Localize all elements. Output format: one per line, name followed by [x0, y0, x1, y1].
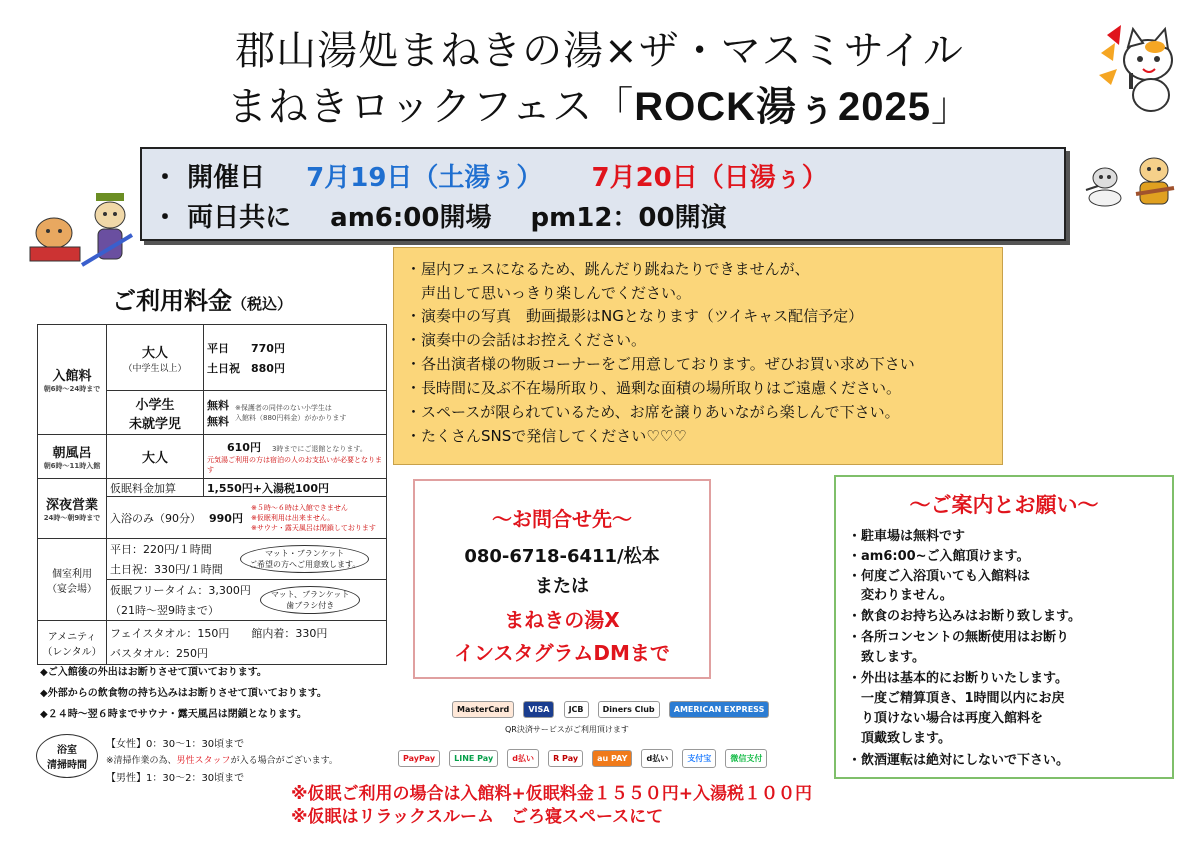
guide-item: ・駐車場は無料です — [848, 529, 966, 544]
cleaning-note-post: が入る場合がございます。 — [230, 756, 338, 766]
morning-adult: 大人 — [107, 435, 204, 479]
bubble1a: マット・ブランケット — [265, 549, 345, 558]
festival-notes-box — [393, 247, 1003, 465]
bath-only-label: 入浴のみ（90分） — [110, 511, 201, 525]
note-line: ・たくさんSNSで発信してください♡♡♡ — [406, 427, 687, 445]
private-room-detail — [107, 539, 387, 621]
cleaning-male: 【男性】1：30〜2：30頃まで — [106, 773, 245, 784]
cleaning-female: 【女性】0：30〜1：30頃まで — [106, 739, 245, 750]
time-row — [152, 197, 727, 234]
visa-logo: VISA — [523, 701, 554, 718]
private-label2: （宴会場） — [47, 583, 97, 595]
rpay-logo: R Pay — [548, 750, 583, 767]
fee-table — [37, 324, 387, 665]
guide-item: ・外出は基本的にお断りいたします。 — [848, 671, 1068, 686]
bullet: ・ — [152, 203, 179, 233]
morning-price-cell — [204, 435, 387, 479]
morning-cell — [38, 435, 107, 479]
bath-towel: バスタオル：250円 — [110, 646, 208, 660]
bubble2a: マット、ブランケット — [271, 590, 350, 599]
start-time: pm12：00開演 — [530, 203, 727, 233]
amenity-cell — [38, 621, 107, 665]
diners-logo: Diners Club — [598, 701, 660, 718]
morning-label: 朝風呂 — [52, 446, 92, 461]
guide-item: ・飲酒運転は絶対にしないで下さい。 — [848, 753, 1070, 768]
entry-adult-cell — [107, 325, 204, 391]
entry-child-cell — [107, 391, 204, 435]
rule-line: ◆ご入館後の外出はお断りさせて頂いております。 — [40, 667, 267, 678]
guide-title: 〜ご案内とお願い〜 — [909, 493, 1099, 517]
nap-total-note: ※仮眠ご利用の場合は入館料+仮眠料金１５５０円+入湯税１００円 — [291, 784, 813, 804]
cat-guitarist-illustration — [1128, 150, 1183, 210]
holiday-label: 土日祝 — [207, 361, 240, 375]
entry-fee-cell — [38, 325, 107, 435]
weekday-price: 770円 — [251, 341, 285, 355]
elem-label: 小学生 — [135, 397, 175, 413]
cleaning-note-red: 男性スタッフ — [176, 756, 231, 766]
qr-logos — [398, 746, 771, 768]
date-label: 開催日 — [187, 163, 266, 193]
title-line1: 郡山湯処まねきの湯×ザ・マスミサイル — [235, 28, 964, 74]
guide-item: 一度ご精算頂き、1時間以内にお戻 — [848, 691, 1065, 706]
title-line2-bold: ROCK湯ぅ2025 — [634, 85, 931, 129]
guide-item: ・am6:00~ご入館頂けます。 — [848, 549, 1030, 564]
note-line: ・スペースが限られているため、お席を譲りあいながら楽しんで下さい。 — [406, 403, 900, 421]
guide-item: 変わりません。 — [848, 588, 953, 603]
cleaning-label2: 清掃時間 — [47, 760, 87, 771]
cleaning-note-pre: ※清掃作業の為、 — [106, 756, 177, 766]
title-line2-pre: まねきロックフェス「 — [227, 84, 635, 130]
fee-title-text: ご利用料金 — [112, 287, 232, 315]
private-label1: 個室利用 — [52, 568, 92, 580]
entry-fee-label: 入館料 — [52, 369, 92, 384]
aupay-logo: au PAY — [592, 750, 632, 767]
private-room-cell — [38, 539, 107, 621]
dbarai-logo: d払い — [641, 749, 673, 768]
contact-or: または — [535, 576, 589, 597]
entry-child-price-cell — [204, 391, 387, 435]
note-line: ・屋内フェスになるため、跳んだり跳ねたりできませんが、 — [406, 260, 810, 278]
morning-price: 610円 — [227, 440, 261, 454]
paypay-logo: PayPay — [398, 750, 440, 767]
date-day1: 7月19日（土湯ぅ） — [306, 163, 543, 193]
blanket-bubble — [240, 545, 369, 573]
alipay-logo: 支付宝 — [682, 749, 716, 768]
cat-drummer-illustration — [1080, 160, 1130, 210]
entry-fee-hours: 朝6時〜24時まで — [43, 385, 101, 393]
date-row — [152, 157, 828, 194]
free-time: 仮眠フリータイム：3,300円 — [110, 584, 251, 597]
night-hours: 24時〜朝9時まで — [43, 514, 101, 522]
cleaning-badge — [36, 734, 98, 778]
contact-sns2: インスタグラムDMまで — [454, 641, 670, 665]
note-line: ・演奏中の会話はお控えください。 — [406, 331, 647, 349]
private-weekday: 平日：220円/１時間 — [110, 543, 212, 556]
dpay-logo: d払い — [507, 749, 539, 768]
note-line: ・長時間に及ぶ不在場所取り、過剰な面積の場所取りはご遠慮ください。 — [406, 379, 902, 397]
weekday-label: 平日 — [207, 341, 229, 355]
nap-location-note: ※仮眠はリラックスルーム ごろ寝スペースにて — [291, 807, 664, 827]
fee-title — [112, 281, 292, 316]
fee-tax-note: （税込） — [232, 295, 293, 313]
entry-adult-price-cell — [204, 325, 387, 391]
morning-note2: 元気湯ご利用の方は宿泊の人のお支払いが必要となります — [207, 455, 382, 474]
guide-box — [834, 475, 1174, 779]
holiday-price: 880円 — [251, 361, 285, 375]
note-line: ・演奏中の写真 動画撮影はNGとなります（ツイキャス配信予定） — [406, 307, 864, 325]
nap-label: 仮眠料金加算 — [107, 479, 204, 497]
jcb-logo: JCB — [564, 701, 589, 718]
entry-adult: 大人 — [141, 345, 168, 361]
morning-note1: 3時までにご退館となります。 — [271, 444, 367, 453]
event-date-box — [140, 147, 1066, 241]
guide-item: 致します。 — [848, 650, 925, 665]
room-wear: 館内着：330円 — [251, 626, 328, 640]
contact-box — [413, 479, 711, 679]
child-note1: ※保護者の同伴のない小学生は — [235, 403, 332, 412]
amenity-bubble — [260, 586, 360, 614]
contact-phone: 080-6718-6411/松本 — [464, 546, 660, 567]
both-days-label: 両日共に — [187, 203, 292, 233]
mastercard-logo: MasterCard — [452, 701, 514, 718]
night-note3: ※サウナ・露天風呂は閉鎖しております — [250, 523, 376, 532]
nap-price: 1,550円+入湯税100円 — [204, 479, 387, 497]
free2: 無料 — [207, 414, 229, 428]
cats-band-illustration — [22, 185, 140, 290]
night-cell — [38, 479, 107, 539]
private-holiday: 土日祝：330円/１時間 — [110, 563, 223, 576]
amenity-detail — [107, 621, 387, 665]
bath-only-price: 990円 — [209, 511, 243, 525]
amex-logo: AMERICAN EXPRESS — [669, 701, 770, 718]
free1: 無料 — [207, 398, 229, 412]
qr-note: QR決済サービスがご利用頂けます — [505, 725, 629, 734]
linepay-logo: LINE Pay — [449, 750, 498, 767]
amenity-label1: アメニティ — [47, 631, 97, 643]
free-hours: （21時〜翌9時まで） — [110, 604, 219, 617]
cat-singer-illustration — [1093, 15, 1185, 115]
bubble1b: ご希望の方へご用意致します。 — [249, 560, 361, 569]
rule-line: ◆外部からの飲食物の持ち込みはお断りさせて頂いております。 — [40, 688, 327, 699]
card-logos — [452, 697, 773, 718]
face-towel: フェイスタオル：150円 — [110, 626, 230, 640]
title-line2-post: 」 — [930, 84, 972, 130]
guide-item: 頂戴致します。 — [848, 731, 951, 746]
date-day2: 7月20日（日湯ぅ） — [591, 163, 828, 193]
entry-adult-sub: （中学生以上） — [123, 363, 187, 374]
open-time: am6:00開場 — [330, 203, 492, 233]
wechatpay-logo: 微信支付 — [725, 749, 767, 768]
title-line2 — [0, 84, 1199, 130]
rule-line: ◆２４時〜翌６時までサウナ・露天風呂は閉鎖となります。 — [40, 709, 307, 720]
amenity-label2: （レンタル） — [42, 646, 102, 658]
night-note1: ※５時〜６時は入館できません — [250, 503, 348, 512]
cleaning-label1: 浴室 — [57, 745, 77, 756]
night-note2: ※仮眠利用は出来ません。 — [250, 513, 335, 522]
note-line: 声出して思いっきり楽しんでください。 — [406, 284, 692, 302]
guide-item: ・何度ご入浴頂いても入館料は — [848, 569, 1031, 584]
night-label: 深夜営業 — [45, 498, 98, 513]
contact-title: 〜お問合せ先〜 — [492, 507, 632, 531]
guide-item: り頂けない場合は再度入館料を — [848, 711, 1044, 726]
contact-sns1: まねきの湯X — [504, 608, 620, 632]
preschool-label: 未就学児 — [128, 416, 181, 432]
guide-item: ・飲食のお持ち込みはお断り致します。 — [848, 609, 1081, 624]
bullet: ・ — [152, 163, 179, 193]
morning-hours: 朝6時〜11時入館 — [43, 462, 101, 470]
bath-only-cell — [107, 497, 387, 539]
child-note2: 入館料（880円料金）がかかります — [235, 413, 347, 422]
guide-item: ・各所コンセントの無断使用はお断り — [848, 630, 1070, 645]
note-line: ・各出演者様の物販コーナーをご用意しております。ぜひお買い求め下さい — [406, 355, 915, 373]
bubble2b: 歯ブラシ付き — [286, 601, 335, 610]
